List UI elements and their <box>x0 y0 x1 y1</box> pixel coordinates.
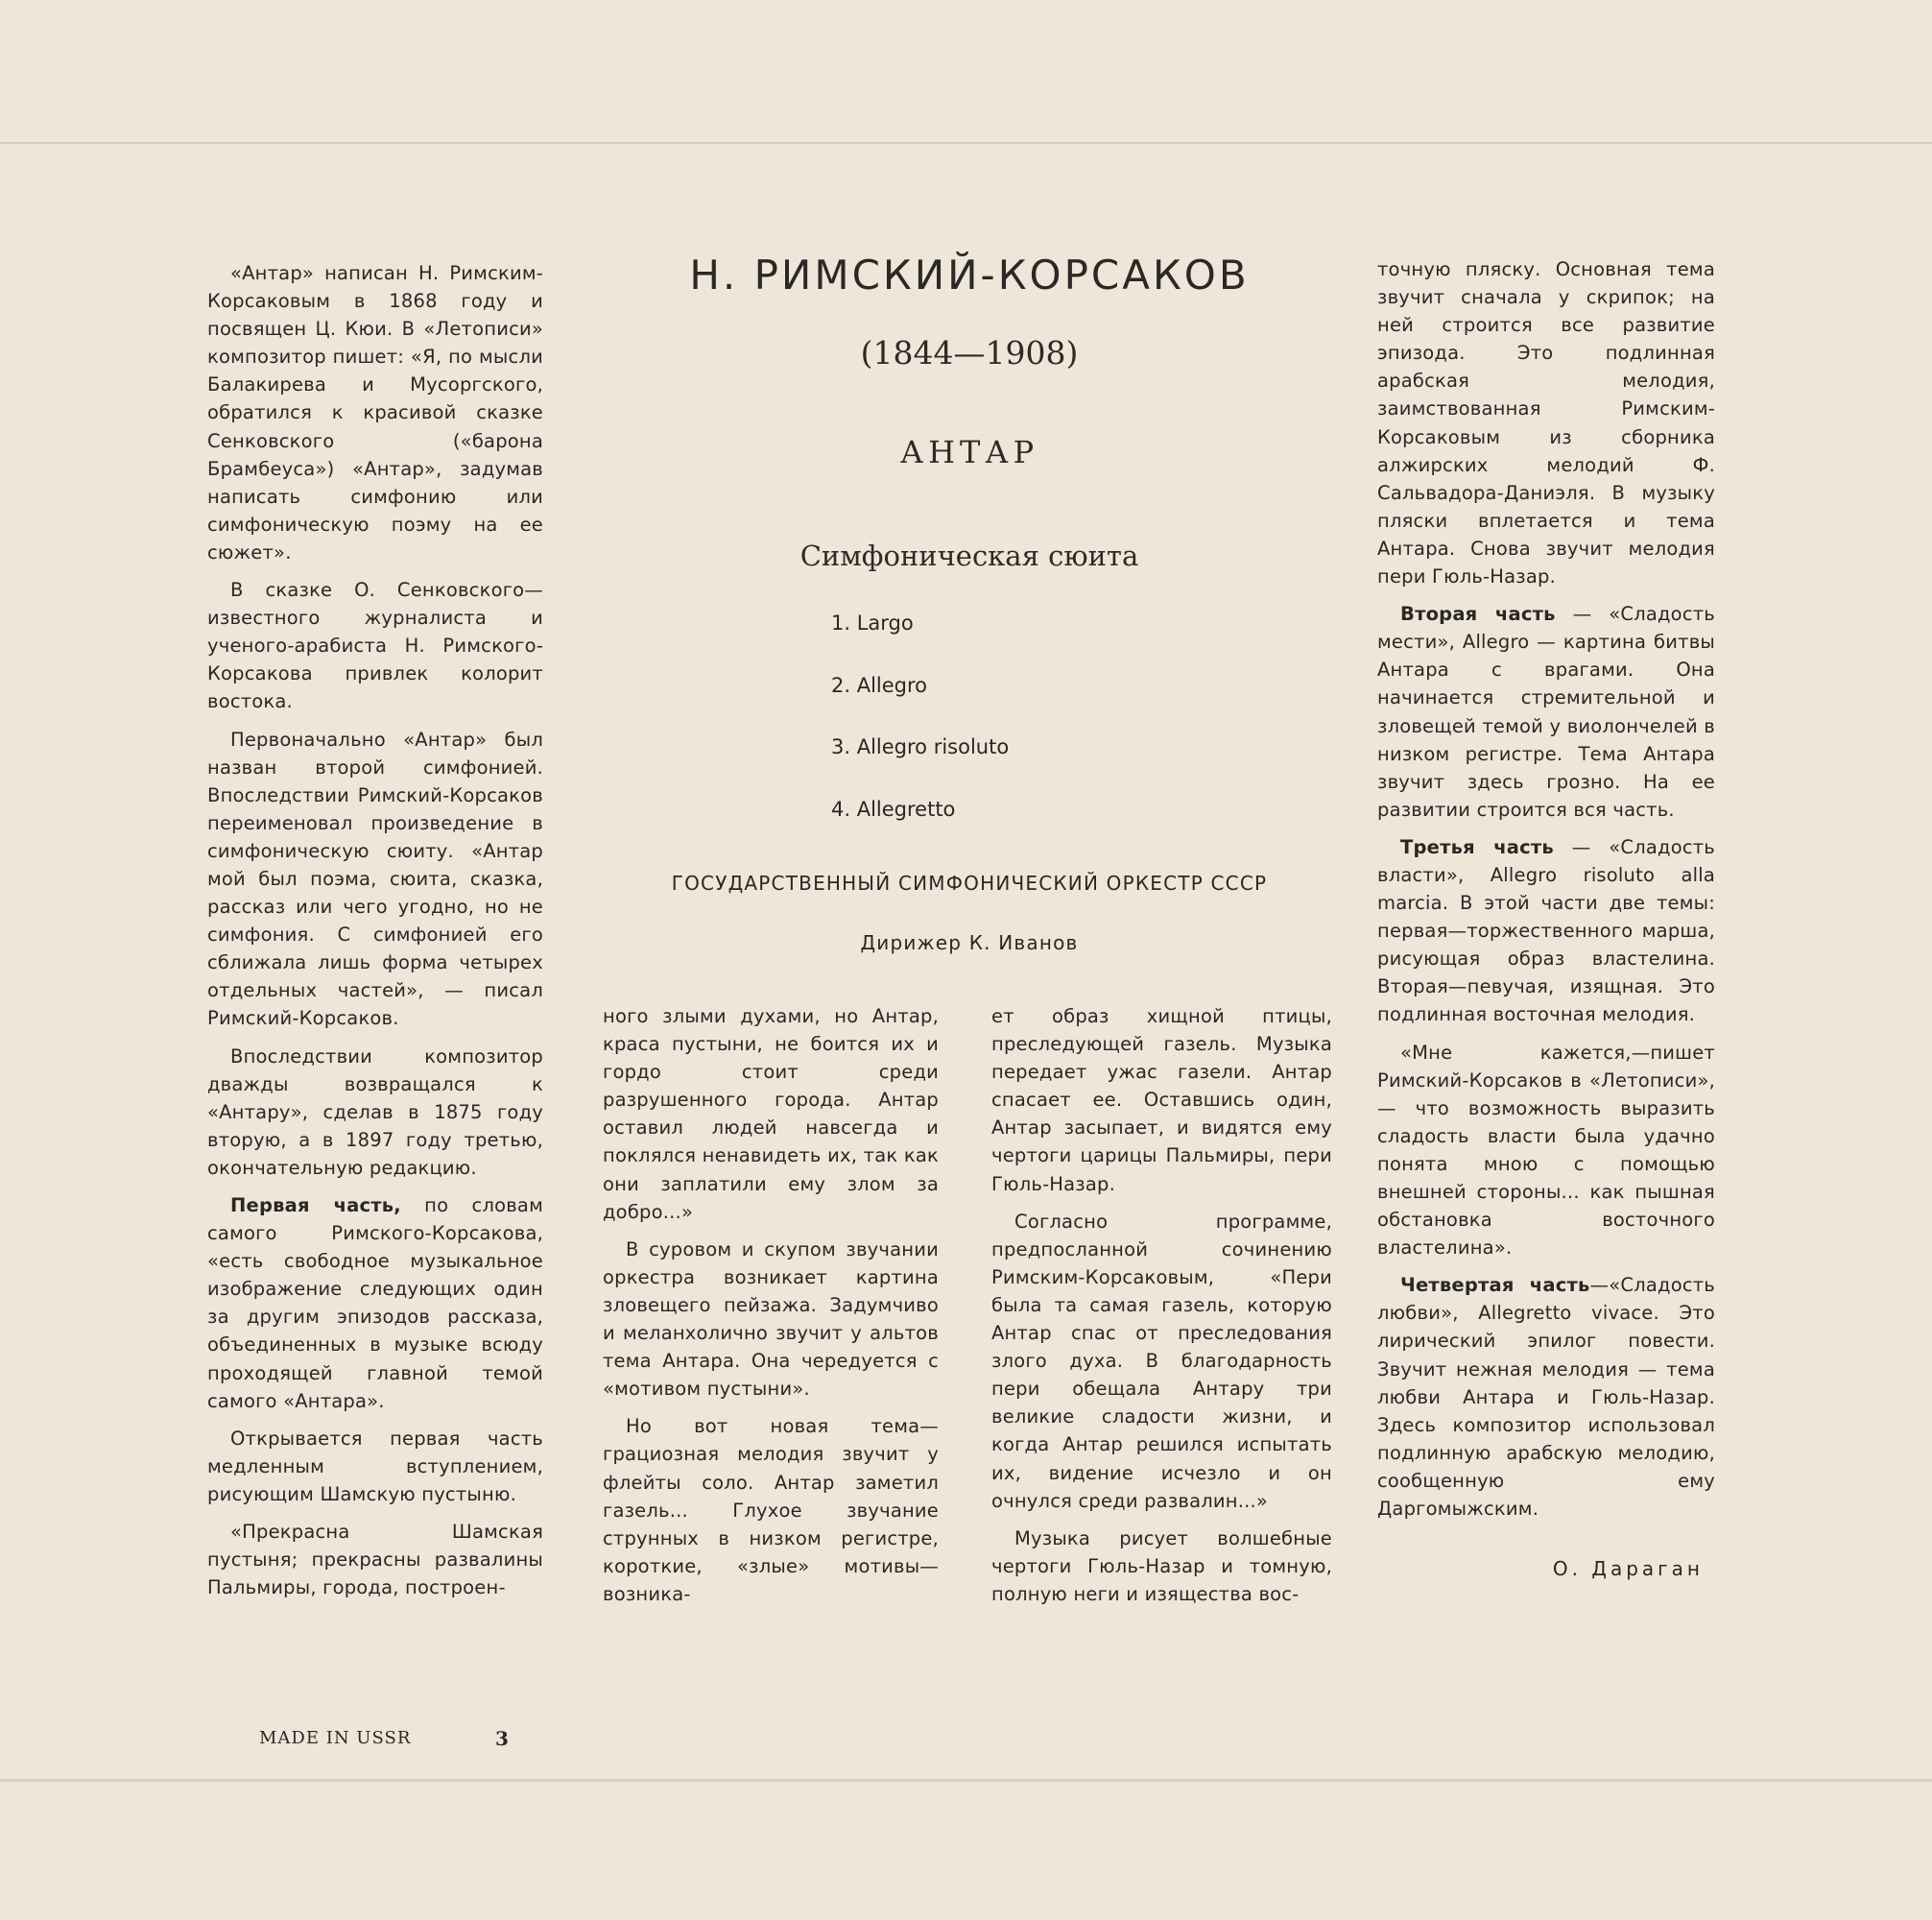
movement-heading: Вторая часть <box>1400 603 1556 626</box>
paragraph-text: по словам самого Римского-Корсакова, «есть свободное музыкальное изображение следующих один за другим эпизодов рассказа, объединенных в музыке всюду проходящей главной темой самого «Антара». <box>207 1194 543 1412</box>
movement-item: 2. Allegro <box>831 673 928 697</box>
composer-name: Н. РИМСКИЙ-КОРСАКОВ <box>689 252 1250 299</box>
conductor-name: Дирижер К. Иванов <box>860 931 1079 954</box>
right-text-column <box>1377 255 1715 1532</box>
movement-list <box>831 609 1215 856</box>
paragraph: точную пляску. Основная тема звучит сначала у скрипок; на ней строится все развитие эпизода. Это подлинная арабская мелодия, заимствованная Римским-Корсаковым из сборника алжирских мелодий Ф. Сальвадора-Даниэля. В музыку пляски вплетается и тема Антара. Снова звучит мелодия пери Гюль-Назар. <box>1377 258 1715 588</box>
movement-heading: Третья часть <box>1400 835 1554 858</box>
paragraph-text: —«Сладость любви», Allegretto vivace. Это лирический эпилог повести. Звучит нежная мелодия — тема любви Антара и Гюль-Назар. Здесь композитор использовал подлинную арабскую мелодию, сообщенную ему Даргомыжским. <box>1377 1274 1715 1521</box>
author-signature: О. Дараган <box>1552 1557 1704 1580</box>
middle-right-text-column <box>991 1002 1332 1618</box>
paragraph: Музыка рисует волшебные чертоги Гюль-Назар и томную, полную неги и изящества вос- <box>991 1526 1332 1605</box>
movement-heading: Первая часть, <box>230 1194 401 1216</box>
paragraph: ет образ хищной птицы, преследующей газель. Музыка передает ужас газели. Антар спасает ее. Оставшись один, Антар засыпает, и видятся ему чертоги царицы Пальмиры, пери Гюль-Назар. <box>991 1005 1332 1195</box>
middle-left-text-column <box>603 1002 939 1618</box>
paragraph <box>1377 1271 1715 1523</box>
bottom-seam <box>0 1779 1932 1782</box>
work-subtitle: Симфоническая сюита <box>799 540 1139 572</box>
paragraph: «Антар» написан Н. Римским-Корсаковым в 1868 году и посвящен Ц. Кюи. В «Летописи» композитор пишет: «Я, по мысли Балакирева и Мусоргского, обратился к красивой сказке Сенковского («барона Брамбеуса») «Антар», задумав написать симфонию или симфоническую поэму на ее сюжет». <box>207 262 543 564</box>
paragraph: «Мне кажется,—пишет Римский-Корсаков в «Летописи»,— что возможность выразить сладость власти была удачно понята мною с помощью внешней стороны... как пышная обстановка восточного властелина». <box>1377 1041 1715 1260</box>
paragraph-text: — «Сладость мести», Allegro — картина битвы Антара с врагами. Она начинается стремительной и зловещей темой у виолончелей в низком регистре. Тема Антара звучит здесь грозно. На ее развитии строится вся часть. <box>1377 603 1715 821</box>
paragraph-text: — «Сладость власти», Allegro risoluto alla marcia. В этой части две темы: первая—торжественного марша, рисующая образ властелина. Вторая—певучая, изящная. Это подлинная восточная мелодия. <box>1377 835 1715 1026</box>
orchestra-name: ГОСУДАРСТВЕННЫЙ СИМФОНИЧЕСКИЙ ОРКЕСТР СССР <box>671 872 1268 895</box>
paragraph: «Прекрасна Шамская пустыня; прекрасны развалины Пальмиры, города, построен- <box>207 1521 543 1599</box>
left-text-column <box>207 259 543 1611</box>
paragraph: В сказке О. Сенковского— известного журналиста и ученого-арабиста Н. Римского-Корсакова привлек колорит востока. <box>207 579 543 713</box>
movement-heading: Четвертая часть <box>1400 1274 1590 1297</box>
composer-years: (1844—1908) <box>860 334 1079 372</box>
made-in-label: MADE IN USSR <box>259 1728 412 1748</box>
paragraph <box>1377 600 1715 824</box>
paragraph: Но вот новая тема—грациозная мелодия звучит у флейты соло. Антар заметил газель... Глухое звучание струнных в низком регистре, короткие, «злые» мотивы—возника- <box>603 1415 939 1605</box>
movement-item: 4. Allegretto <box>831 797 956 821</box>
paragraph: Первоначально «Антар» был назван второй симфонией. Впоследствии Римский-Корсаков переименовал произведение в симфоническую сюиту. «Антар мой был поэма, сюита, сказка, рассказ или чего угодно, но не симфония. С симфонией его сближала лишь форма четырех отдельных частей», — писал Римский-Корсаков. <box>207 728 543 1030</box>
movement-item: 1. Largo <box>831 612 914 635</box>
top-seam <box>0 142 1932 144</box>
paragraph <box>207 1191 543 1415</box>
work-title: АНТАР <box>899 434 1039 470</box>
paragraph: В суровом и скупом звучании оркестра возникает картина зловещего пейзажа. Задумчиво и меланхолично звучит у альтов тема Антара. Она чередуется с «мотивом пустыни». <box>603 1237 939 1401</box>
page-number: 3 <box>495 1727 509 1750</box>
paragraph: Согласно программе, предпосланной сочинению Римским-Корсаковым, «Пери была та самая газель, которую Антар спас от преследования злого духа. В благодарность пери обещала Антару три великие сладости жизни, и когда Антар решился испытать их, видение исчезло и он очнулся среди развалин...» <box>991 1210 1332 1512</box>
paragraph: Открывается первая часть медленным вступлением, рисующим Шамскую пустыню. <box>207 1427 543 1505</box>
paragraph: ного злыми духами, но Антар, краса пустыни, не боится их и гордо стоит среди разрушенного города. Антар оставил людей навсегда и поклялся ненавидеть их, так как они заплатили ему злом за добро...» <box>603 1005 939 1223</box>
movement-item: 3. Allegro risoluto <box>831 735 1010 758</box>
paragraph: Впоследствии композитор дважды возвращался к «Антару», сделав в 1875 году вторую, а в 1897 году третью, окончательную редакцию. <box>207 1044 543 1179</box>
paragraph <box>1377 833 1715 1029</box>
